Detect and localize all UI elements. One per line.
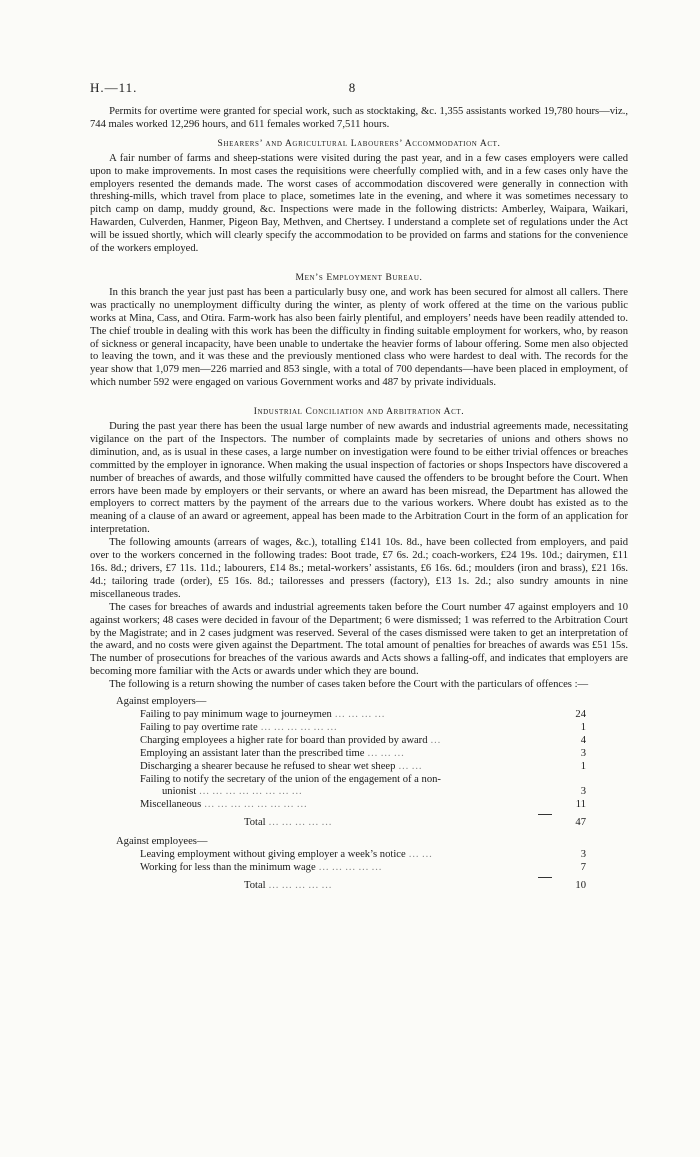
list-item: Leaving employment without giving employer a week’s notice … … 3 (90, 849, 628, 862)
arbitration-heading: Industrial Conciliation and Arbitration Act. (253, 407, 465, 418)
arbitration-paragraph-3: The cases for breaches of awards and industrial agreements taken before the Court number 47 against employers and 10 against workers; 48 cases were decided in favour of the Department; 6 were dismissed; 1 was referred to the Arbitration Court by the Magistrate; and in 2 cases judgment was reserved. Several of the cases dismissed were taken to get an interpretation of the award, and no costs were given against the Department. The total amount of penalties for breaches of awards was £51 15s. The number of prosecutions for breaches of the various awards and Acts shows a falling-off, and indicates that employers are becoming more familiar with the Acts or awards under which they are bound. (90, 601, 628, 678)
list-item: Working for less than the minimum wage … … … … … 7 (90, 862, 628, 875)
case-count: 4 (580, 734, 586, 746)
shearers-heading: Shearers’ and Agricultural Labourers’ Accommodation Act. (217, 138, 501, 149)
arbitration-paragraph-4: The following is a return showing the number of cases taken before the Court with the particulars of offences :— (109, 679, 589, 691)
list-item: Miscellaneous … … … … … … … … 11 (90, 799, 628, 812)
offences-return (90, 696, 628, 893)
page-header (90, 80, 614, 96)
list-item: unionist … … … … … … … … 3 (90, 786, 628, 799)
employees-total-row: Total … … … … … 10 (90, 880, 628, 893)
case-count: 11 (575, 799, 586, 811)
sum-rule (538, 877, 552, 878)
page-reference: H.—11. (90, 80, 138, 95)
list-item: Employing an assistant later than the prescribed time … … … 3 (90, 748, 628, 761)
list-item: Failing to pay overtime rate … … … … … … 1 (90, 722, 628, 735)
list-item: Discharging a shearer because he refused to shear wet sheep … … 1 (90, 761, 628, 774)
sum-rule (538, 814, 552, 815)
list-item: Charging employees a higher rate for board than provided by award … 4 (90, 735, 628, 748)
bureau-heading: Men’s Employment Bureau. (295, 272, 423, 283)
case-count: 3 (580, 786, 586, 798)
case-count: 3 (580, 747, 586, 759)
document-body (90, 106, 628, 893)
case-count: 24 (575, 708, 586, 720)
shearers-paragraph: A fair number of farms and sheep-stations were visited during the past year, and in a few cases employers were called upon to make improvements. In most cases the requisitions were cheerfully complied with, and in a few cases only have the employers resented the demands made. The worst cases of accommodation discovered were generally in connection with threshing-mills, which travel from place to place, sometimes late in the evening, and where it was sometimes necessary to pitch camp on damp, muddy ground, &c. Inspections were made in the following districts: Amberley, Waipara, Waikari, Hawarden, Culverden, Hanmer, Pigeon Bay, Methven, and Chertsey. I understand a complete set of regulations under the Act will be issued shortly, which will clearly specify the accommodation to be provided on farms and stations for the convenience of the workers employed. (90, 152, 628, 255)
list-item: Failing to notify the secretary of the union of the engagement of a non- (140, 773, 441, 785)
page-number: 8 (348, 80, 356, 95)
employers-total-row: Total … … … … … 47 (90, 817, 628, 830)
employees-heading: Against employees— (116, 836, 208, 848)
arbitration-paragraph-2: The following amounts (arrears of wages, &c.), totalling £141 10s. 8d., have been collected from employers, and paid over to the workers concerned in the following trades: Boot trade, £7 6s. 2d.; coach-workers, £24 19s. 10d.; dairymen, £11 16s. 8d.; drivers, £7 11s. 11d.; labourers, £14 8s.; metal-workers’ assistants, £6 16s. 6d.; moulders (iron and brass), £21 16s. 4d.; tailoring trade (order), £5 16s. 8d.; tailoresses and pressers (factory), £13 1s. 2d.; also sundry amounts in nine miscellaneous trades. (90, 537, 628, 600)
case-count: 1 (580, 721, 586, 733)
list-item: Failing to pay minimum wage to journeymen … … … … 24 (90, 709, 628, 722)
employees-total: 10 (575, 879, 586, 891)
overtime-paragraph: Permits for overtime were granted for special work, such as stocktaking, &c. 1,355 assistants worked 19,780 hours—viz., 744 males worked 12,296 hours, and 611 females worked 7,511 hours. (90, 106, 628, 130)
employers-heading: Against employers— (116, 696, 207, 708)
bureau-paragraph: In this branch the year just past has been a particularly busy one, and work has been secured for almost all callers. There was practically no unemployment difficulty during the winter, as plenty of work offered at the time on the various public works at Mina, Cass, and Otira. Farm-work has also been fairly plentiful, and employers’ needs have been readily attended to. The chief trouble in dealing with this work has been the difficulty in finding suitable employment for workers, who, by reason of sickness or general incapacity, have been unable to undertake the heavier forms of labour offering. Some men also objected to leaving the town, and it was these and the previously mentioned class who were hardest to deal with. The records for the year show that 1,079 men—226 married and 853 single, with a total of 700 dependants—have been placed in employment, of which number 592 were engaged on various Government works and 487 by private individuals. (90, 286, 628, 389)
employers-total: 47 (575, 817, 586, 829)
case-count: 1 (580, 760, 586, 772)
case-count: 7 (580, 861, 586, 873)
case-count: 3 (580, 849, 586, 861)
arbitration-paragraph-1: During the past year there has been the usual large number of new awards and industrial agreements made, necessitating vigilance on the part of the Inspectors. The number of complaints made by secretaries of unions and others shows no diminution, and, as is usual in these cases, a large number on investigation were found to be either trivial offences or breaches committed by the employer in ignorance. When making the usual inspection of factories or shops Inspectors have discovered a number of breaches of awards, and those wilfully committed have caused the offenders to be brought before the Court. When errors have been made by employers or their servants, or where an award has been misread, the Department has allowed the employers to correct matters by the payment of the arrears due to the various workers. Where doubt has existed as to the meaning of a clause of an award or agreement, appeal has been made to the Arbitration Court in the form of an application for interpretation. (90, 421, 628, 536)
